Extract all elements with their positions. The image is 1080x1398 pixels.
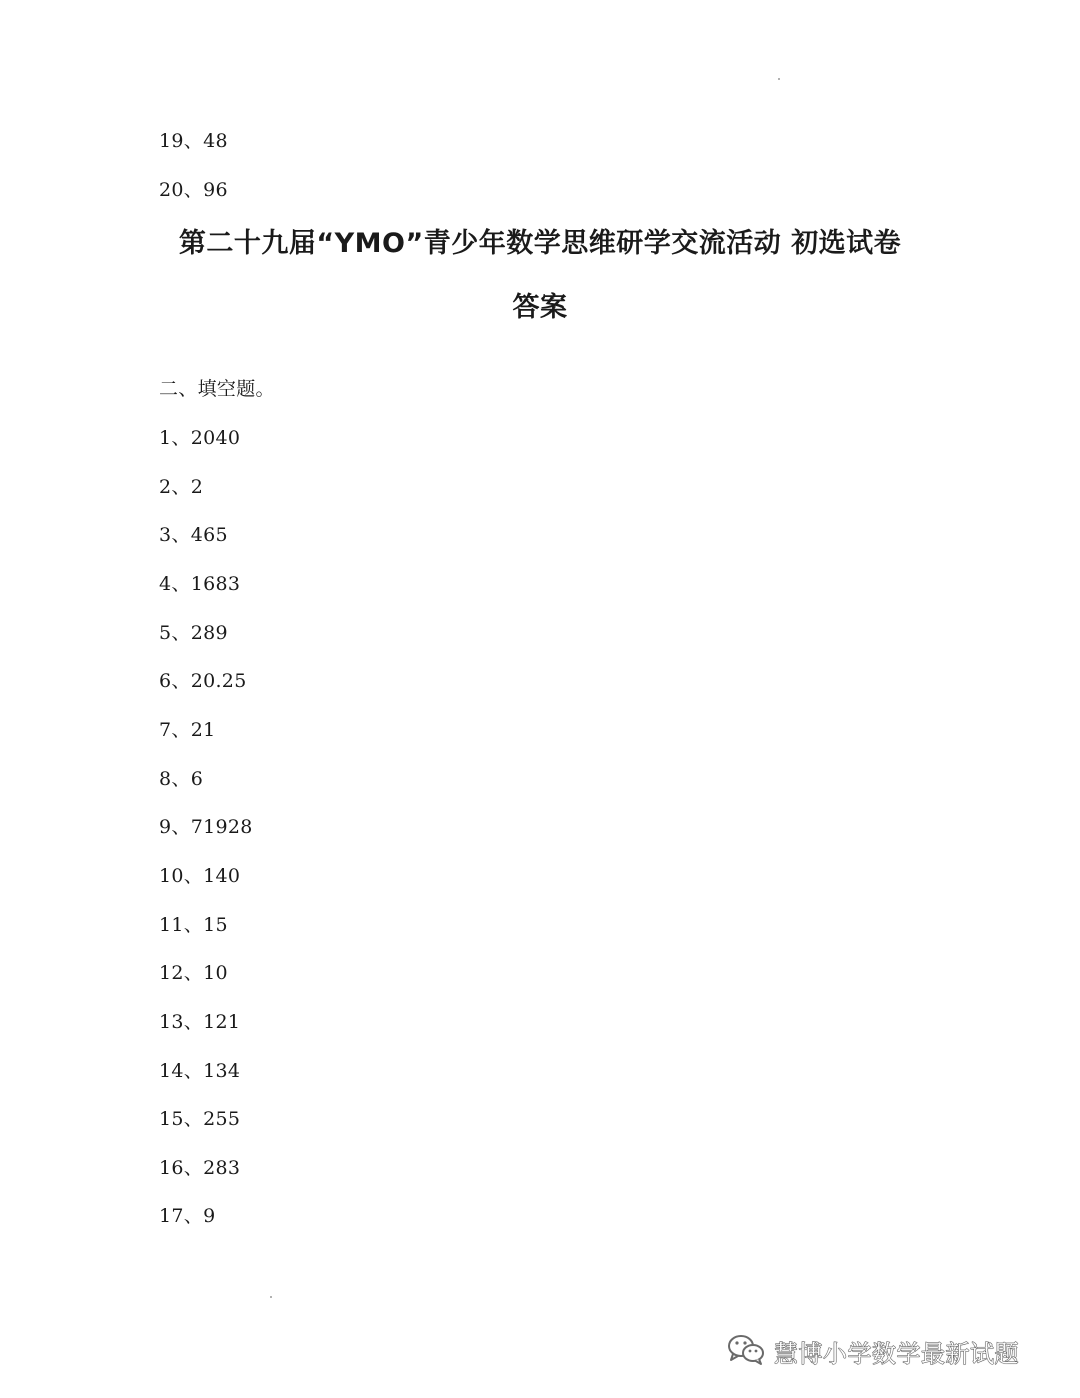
answer-item: 6、20.25 [159, 670, 247, 692]
answer-item: 9、71928 [159, 816, 253, 838]
document-subtitle: 答案 [512, 292, 568, 323]
scan-speck [778, 78, 780, 80]
answer-item: 8、6 [159, 768, 204, 790]
scan-speck [270, 1296, 272, 1298]
watermark-text: 慧博小学数学最新试题 [774, 1339, 1019, 1368]
wechat-icon [726, 1332, 766, 1370]
answer-item: 16、283 [159, 1157, 241, 1179]
answer-item: 5、289 [159, 622, 228, 644]
answer-item: 17、9 [159, 1205, 216, 1227]
answer-item: 7、21 [159, 719, 216, 741]
answer-item: 11、15 [159, 914, 228, 936]
answer-item: 12、10 [159, 962, 228, 984]
answer-item: 13、121 [159, 1011, 241, 1033]
answer-item: 4、1683 [159, 573, 241, 595]
answer-item: 14、134 [159, 1060, 241, 1082]
document-title: 第二十九届“YMO”青少年数学思维研学交流活动 初选试卷 [178, 228, 902, 259]
answer-item: 10、140 [159, 865, 241, 887]
answer-item: 1、2040 [159, 427, 241, 449]
answer-item-20: 20、96 [159, 179, 228, 201]
answer-item: 3、465 [159, 524, 228, 546]
watermark [726, 1333, 1019, 1369]
answer-item: 15、255 [159, 1108, 241, 1130]
answer-item-19: 19、48 [159, 130, 228, 152]
section-heading: 二、填空题。 [159, 378, 275, 400]
answer-item: 2、2 [159, 476, 204, 498]
